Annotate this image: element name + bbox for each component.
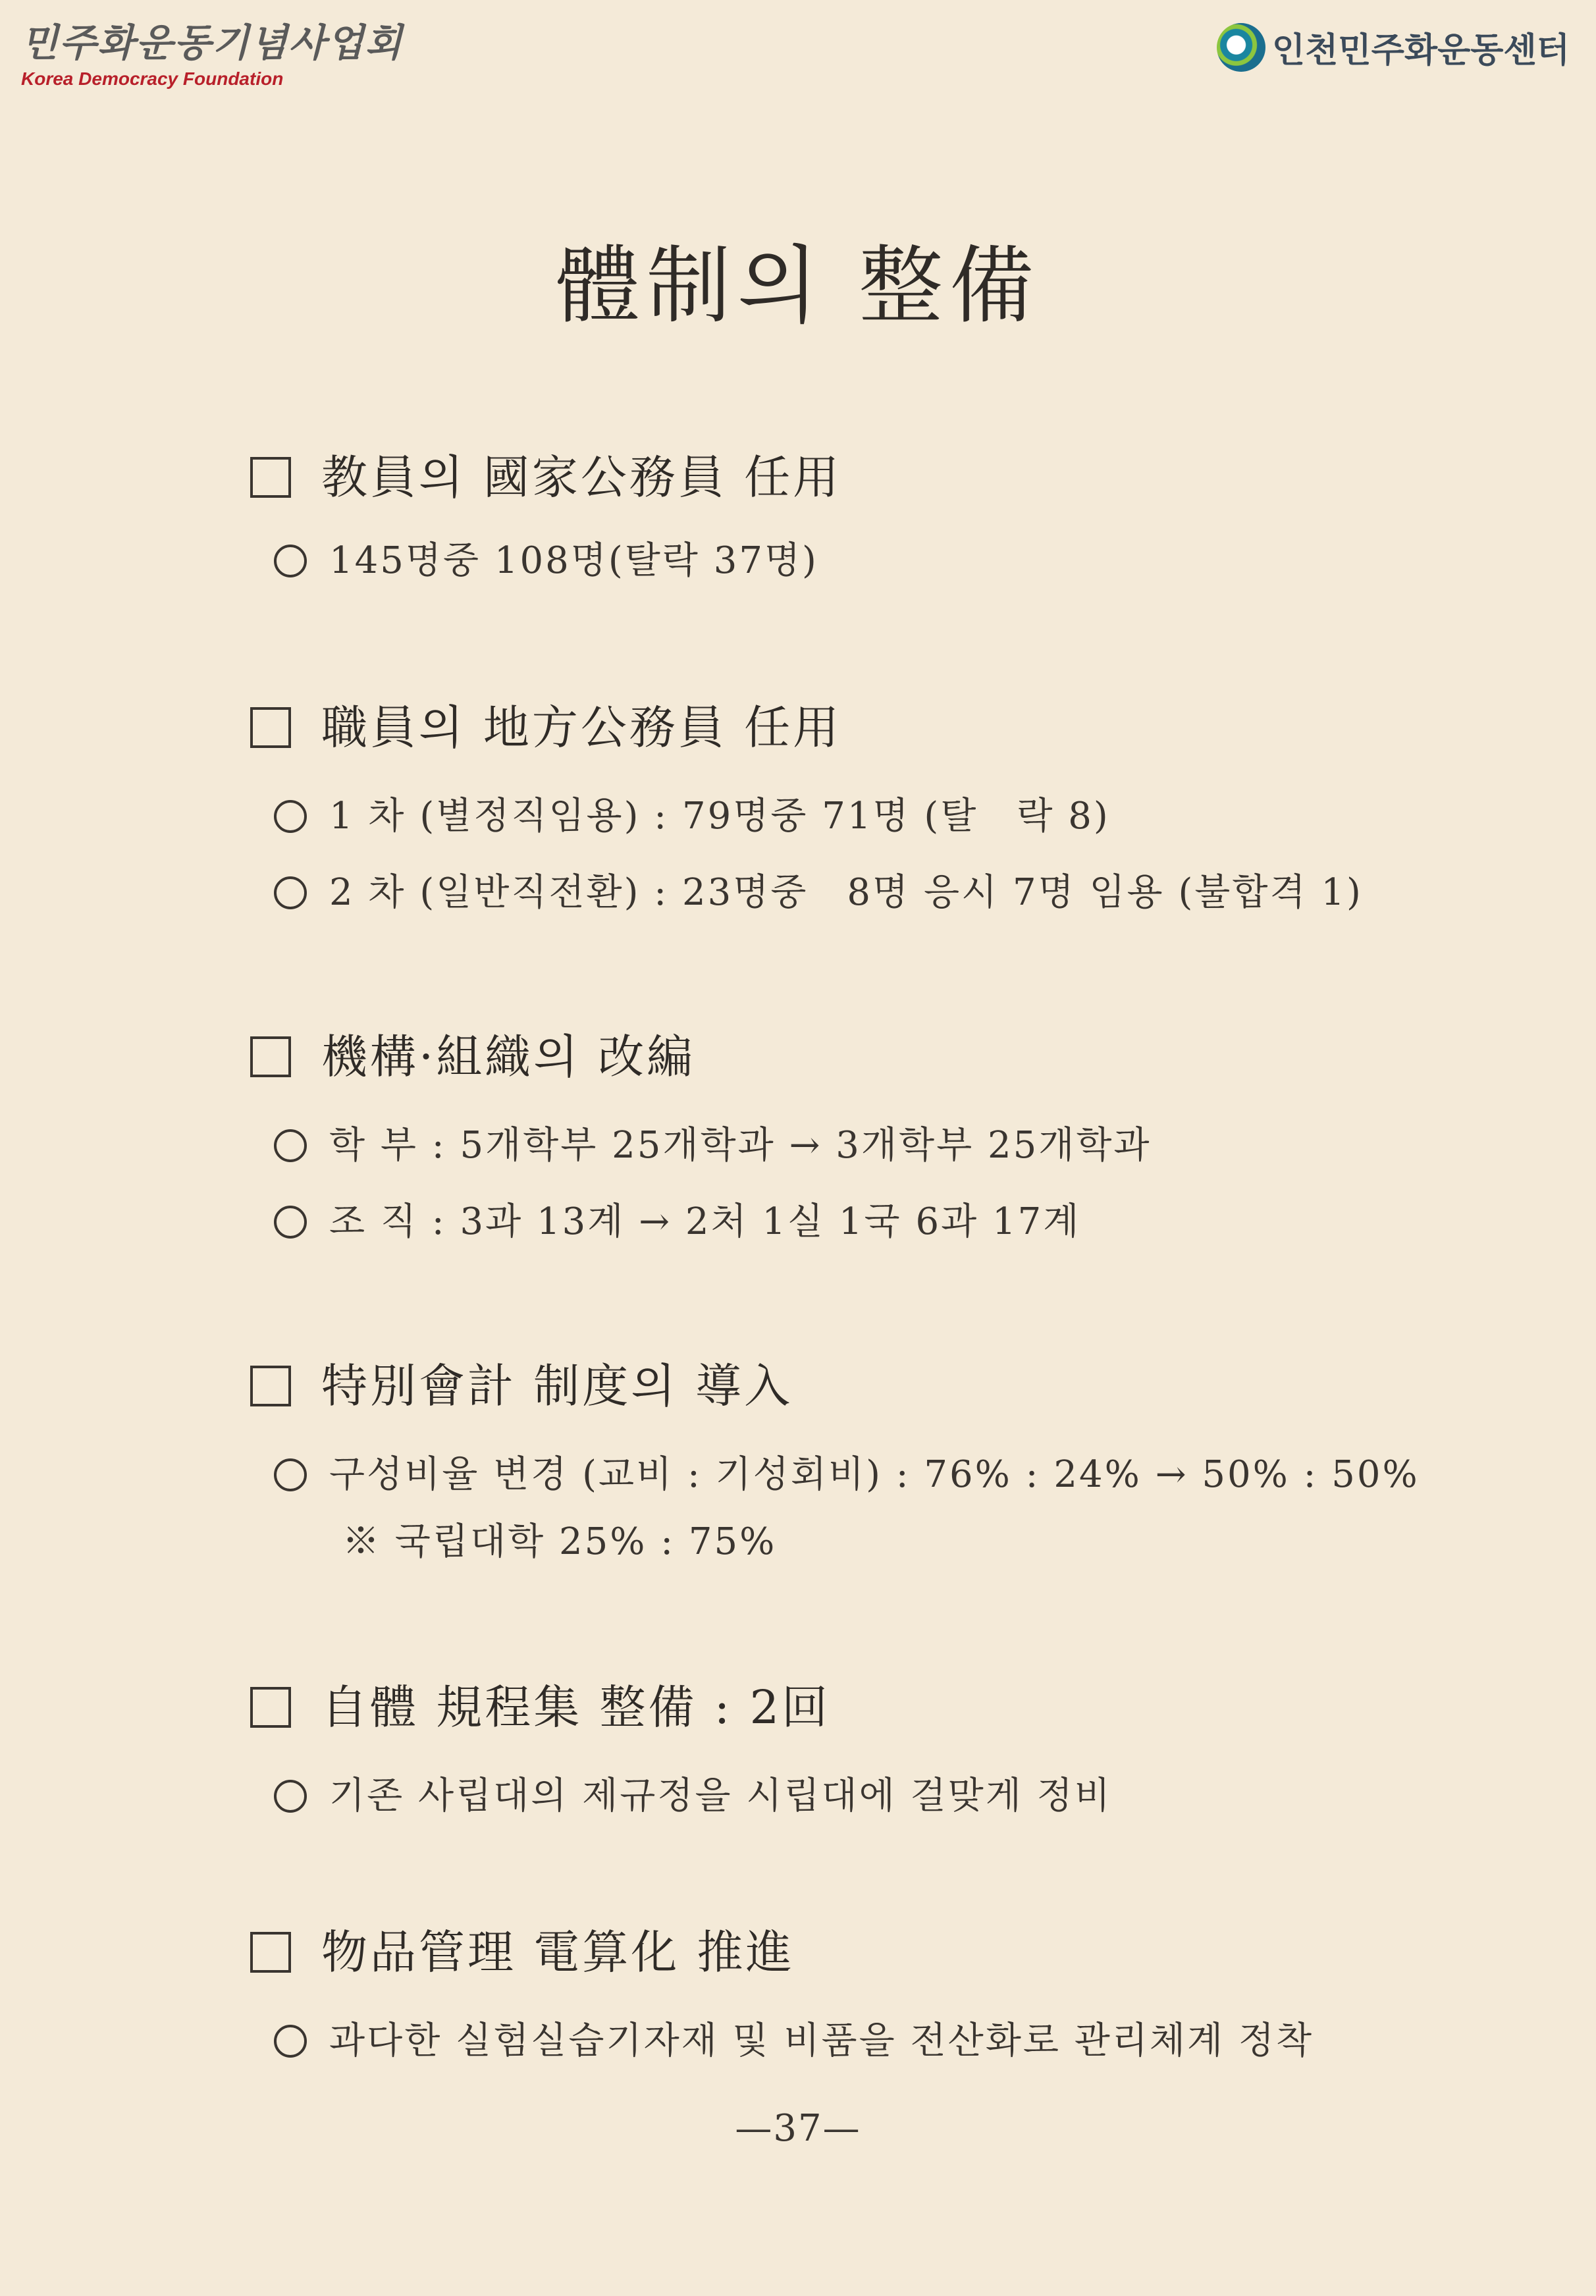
- page-title: 體制의 整備: [555, 237, 1041, 335]
- circle-bullet-icon: [274, 1458, 307, 1491]
- circle-bullet-icon: [274, 1780, 307, 1813]
- center-emblem-icon: [1217, 23, 1265, 72]
- section-heading-text: 物品管理 電算化 推進: [321, 1925, 795, 1979]
- section-heading-text: 自體 規程集 整備 : 2回: [321, 1680, 831, 1734]
- circle-bullet-icon: [274, 1206, 307, 1239]
- list-item-text: 기존 사립대의 제규정을 시립대에 걸맞게 정비: [329, 1775, 1112, 1817]
- list-item-text: 2 차 (일반직전환) : 23명중 8명 응시 7명 임용 (불합격 1): [329, 871, 1363, 914]
- list-item: [274, 1449, 1420, 1501]
- list-item-text: 구성비율 변경 (교비 : 기성회비) : 76% : 24% → 50% : 50%: [329, 1453, 1420, 1496]
- section-heading: [250, 1027, 1152, 1086]
- list-item: [274, 1119, 1152, 1172]
- korea-democracy-foundation-logo: [21, 20, 403, 91]
- section-heading: [250, 698, 1363, 757]
- list-item: [274, 1196, 1152, 1248]
- section-heading: [250, 1356, 1420, 1416]
- list-item: [274, 867, 1363, 919]
- checkbox-square-icon: [250, 1366, 291, 1406]
- section-heading-text: 職員의 地方公務員 任用: [321, 701, 842, 755]
- section-regulations: [250, 1678, 1112, 1823]
- circle-bullet-icon: [274, 876, 307, 909]
- section-special-accounting: [250, 1356, 1420, 1568]
- checkbox-square-icon: [250, 1036, 291, 1077]
- list-item: [274, 2015, 1314, 2068]
- list-item: [274, 535, 841, 587]
- note-text: ※ 국립대학 25% : 75%: [342, 1520, 777, 1563]
- list-item-text: 조 직 : 3과 13계 → 2처 1실 1국 6과 17계: [329, 1200, 1081, 1243]
- page-number: —37—: [735, 2107, 861, 2150]
- checkbox-square-icon: [250, 1687, 291, 1728]
- section-teacher-appointment: [250, 448, 841, 587]
- section-heading: [250, 448, 841, 507]
- section-organization-reform: [250, 1027, 1152, 1248]
- list-item: [274, 1770, 1112, 1823]
- logo-korean-text: 민주화운동기념사업회: [21, 20, 404, 65]
- circle-bullet-icon: [274, 1129, 307, 1162]
- list-item: [274, 790, 1363, 843]
- checkbox-square-icon: [250, 707, 291, 748]
- list-item-text: 학 부 : 5개학부 25개학과 → 3개학부 25개학과: [329, 1124, 1152, 1167]
- section-heading-text: 特別會計 制度의 導入: [321, 1359, 793, 1413]
- list-item-text: 145명중 108명(탈락 37명): [329, 539, 818, 582]
- checkbox-square-icon: [250, 1932, 291, 1973]
- section-heading-text: 機構·組織의 改編: [321, 1030, 696, 1084]
- center-name: 인천민주화운동센터: [1271, 31, 1570, 70]
- circle-bullet-icon: [274, 2025, 307, 2058]
- section-asset-computerization: [250, 1923, 1314, 2068]
- circle-bullet-icon: [274, 800, 307, 833]
- checkbox-square-icon: [250, 457, 291, 498]
- section-heading-text: 教員의 國家公務員 任用: [321, 450, 842, 504]
- section-heading: [250, 1678, 1112, 1737]
- section-heading: [250, 1923, 1314, 1982]
- logo-english-text: Korea Democracy Foundation: [21, 68, 284, 89]
- list-item-text: 1 차 (별정직임용) : 79명중 71명 (탈 락 8): [329, 795, 1110, 838]
- circle-bullet-icon: [274, 545, 307, 577]
- incheon-democracy-center-logo: [1217, 22, 1570, 72]
- list-item-text: 과다한 실험실습기자재 및 비품을 전산화로 관리체계 정착: [329, 2019, 1314, 2062]
- section-staff-appointment: [250, 698, 1363, 919]
